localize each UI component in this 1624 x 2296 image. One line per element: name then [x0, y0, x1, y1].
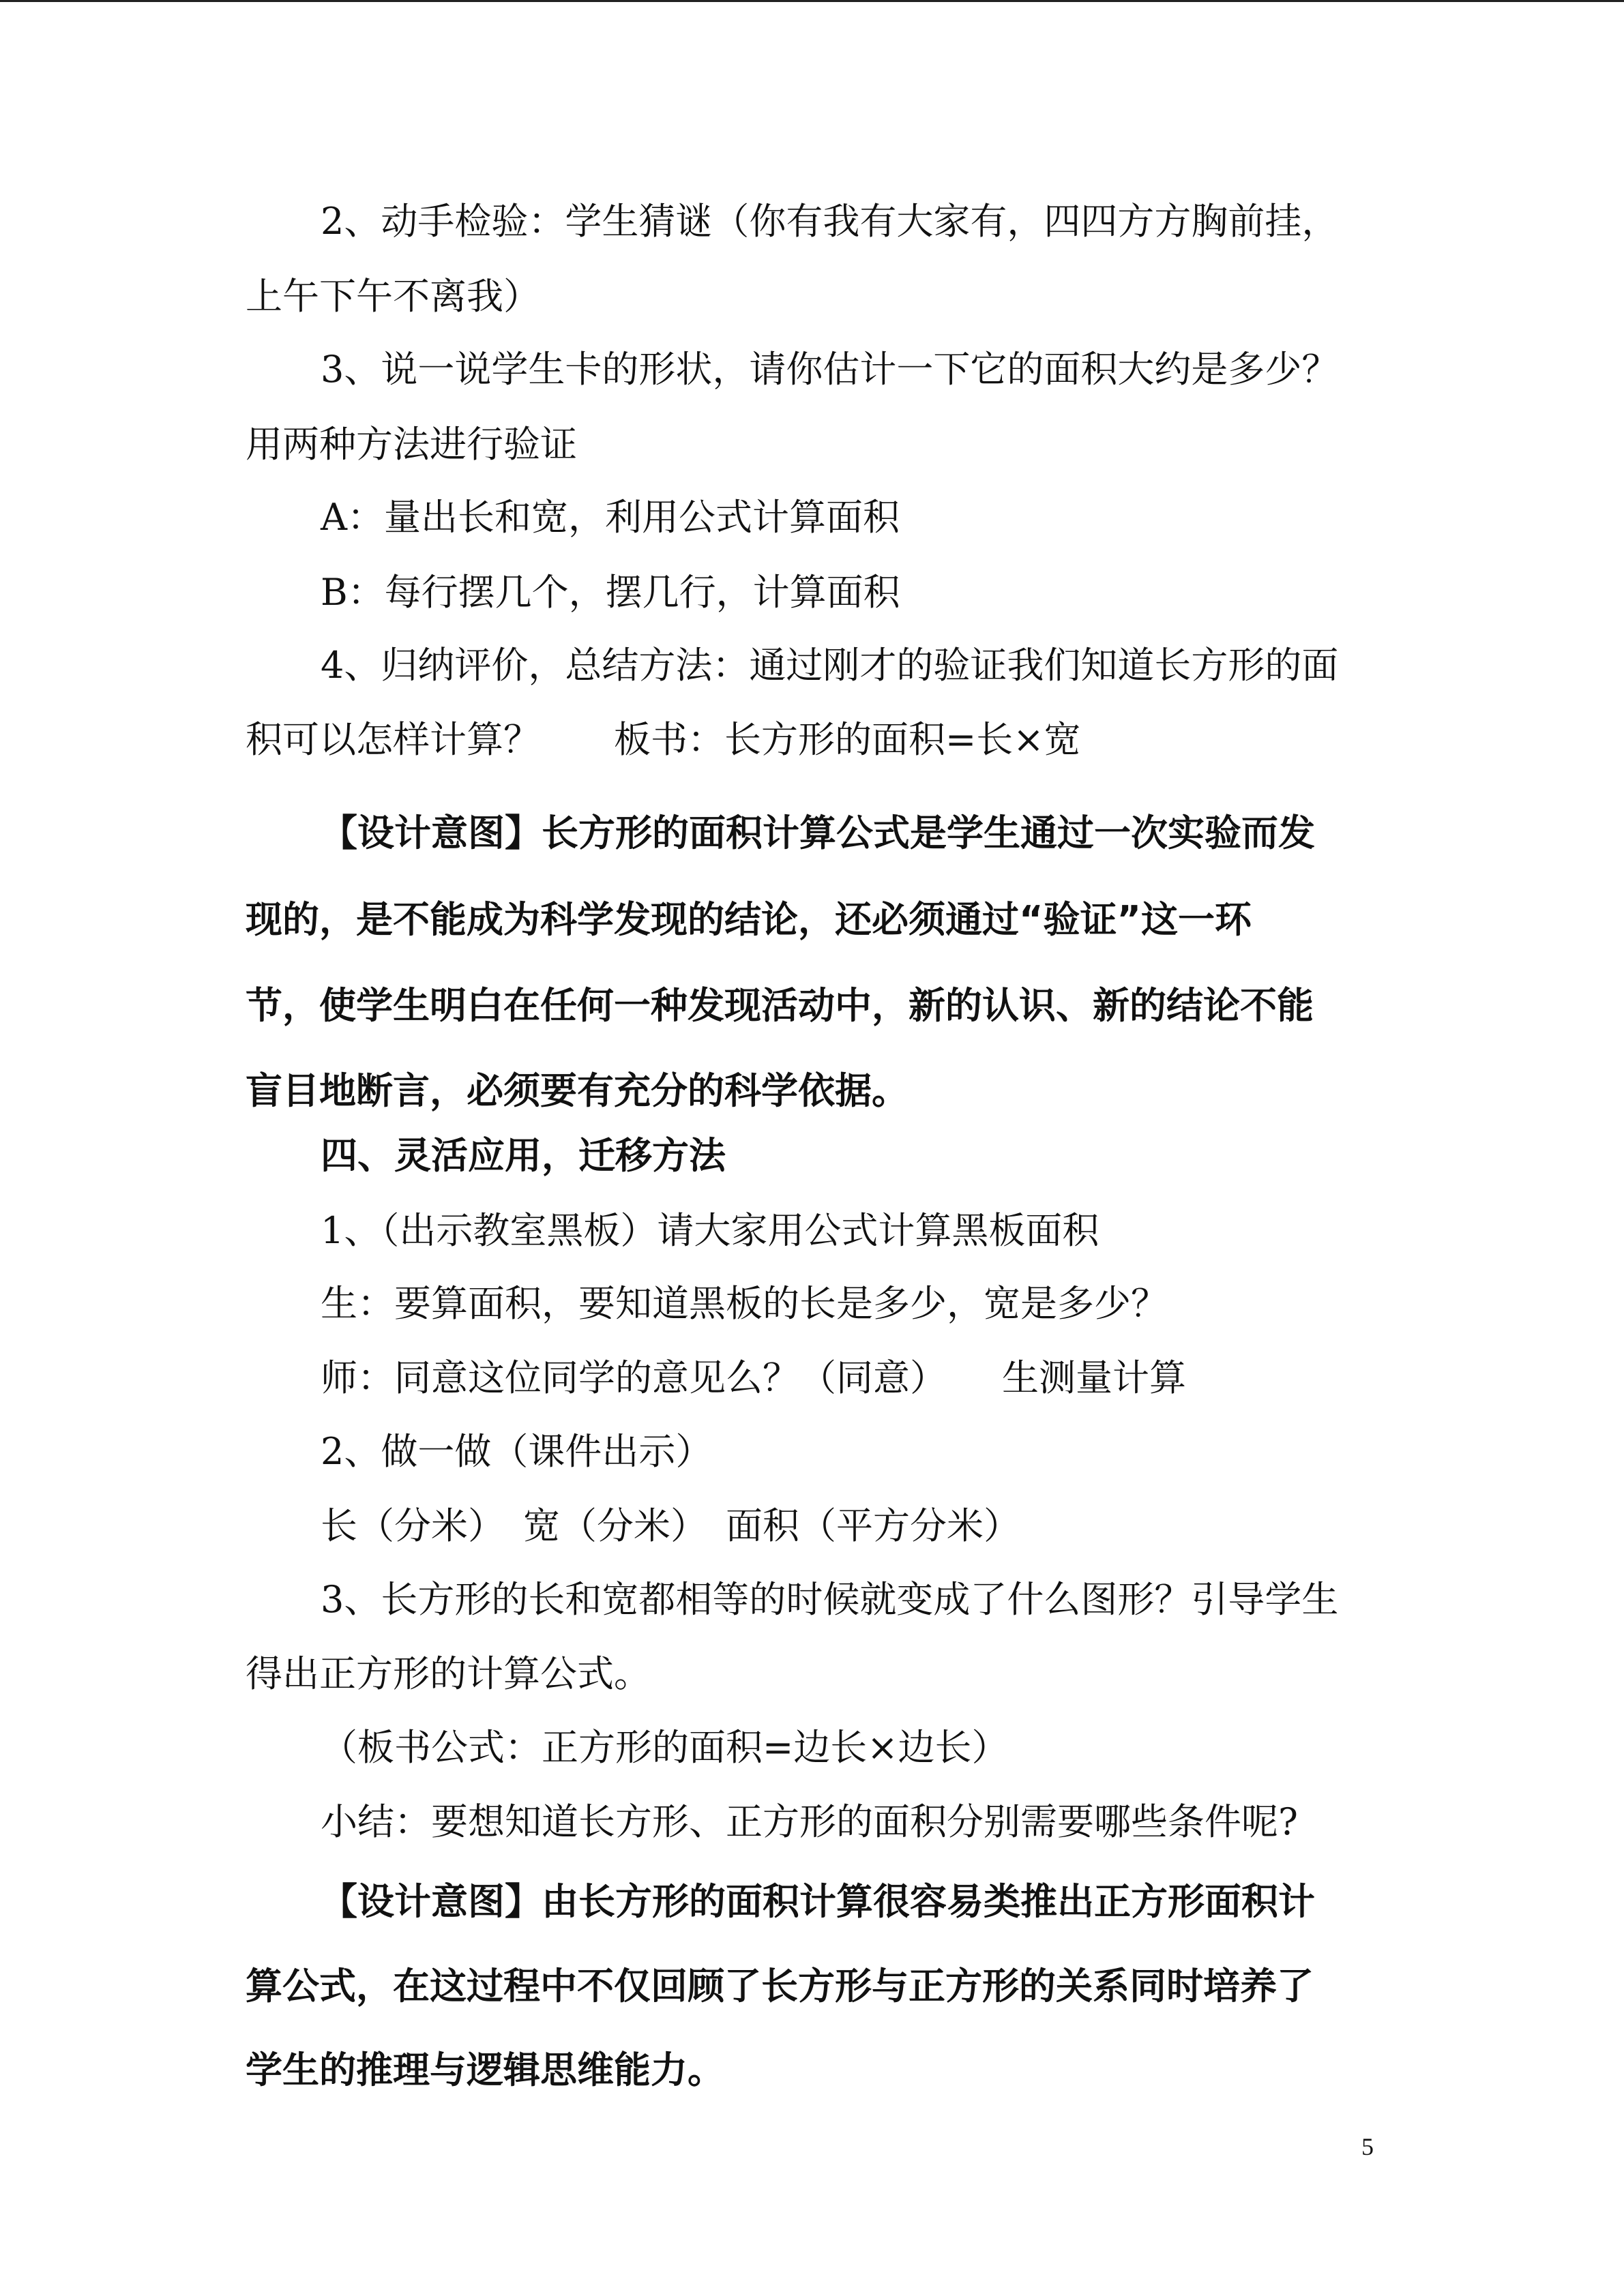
text-line: 用两种方法进行验证	[246, 423, 577, 466]
text-line: 小结：要想知道长方形、正方形的面积分别需要哪些条件呢?	[321, 1800, 1298, 1843]
text-line: 2、做一做（课件出示）	[321, 1430, 713, 1473]
design-intent-paragraph: 【设计意图】长方形的面积计算公式是学生通过一次实验而发	[321, 811, 1315, 854]
design-intent-paragraph: 现的，是不能成为科学发现的结论，还必须通过“验证”这一环	[246, 898, 1252, 941]
text-line: 积可以怎样计算？ 板书：长方形的面积=长×宽	[246, 718, 1081, 761]
text-line: 长（分米） 宽（分米） 面积（平方分米）	[321, 1504, 1020, 1547]
text-line: 3、说一说学生卡的形状，请你估计一下它的面积大约是多少？	[321, 348, 1339, 391]
text-line: 1、（出示教室黑板）请大家用公式计算黑板面积	[321, 1209, 1099, 1252]
text-line: 4、归纳评价，总结方法：通过刚才的验证我们知道长方形的面	[321, 644, 1339, 687]
text-line: 上午下午不离我）	[246, 275, 540, 318]
text-line: 生：要算面积，要知道黑板的长是多少，宽是多少？	[321, 1282, 1168, 1325]
text-line: A：量出长和宽，利用公式计算面积	[321, 496, 900, 539]
text-line: （板书公式：正方形的面积=边长×边长）	[321, 1726, 1009, 1769]
text-line: 2、动手检验：学生猜谜（你有我有大家有，四四方方胸前挂，	[321, 200, 1339, 243]
design-intent-paragraph: 盲目地断言，必须要有充分的科学依据。	[246, 1069, 909, 1112]
design-intent-paragraph: 算公式，在这过程中不仅回顾了长方形与正方形的关系同时培养了	[246, 1965, 1314, 2008]
text-line: 3、长方形的长和宽都相等的时候就变成了什么图形？引导学生	[321, 1578, 1339, 1621]
page-number: 5	[1361, 2133, 1374, 2160]
section-heading: 四、灵活应用，迁移方法	[321, 1134, 726, 1177]
design-intent-paragraph: 【设计意图】由长方形的面积计算很容易类推出正方形面积计	[321, 1880, 1315, 1923]
text-line: 师：同意这位同学的意见么？（同意） 生测量计算	[321, 1356, 1186, 1399]
text-line: B：每行摆几个，摆几行，计算面积	[321, 571, 900, 614]
design-intent-paragraph: 学生的推理与逻辑思维能力。	[246, 2048, 724, 2091]
design-intent-paragraph: 节，使学生明白在任何一种发现活动中，新的认识、新的结论不能	[246, 984, 1314, 1027]
page-top-border	[0, 0, 1624, 2]
text-line: 得出正方形的计算公式。	[246, 1652, 651, 1695]
